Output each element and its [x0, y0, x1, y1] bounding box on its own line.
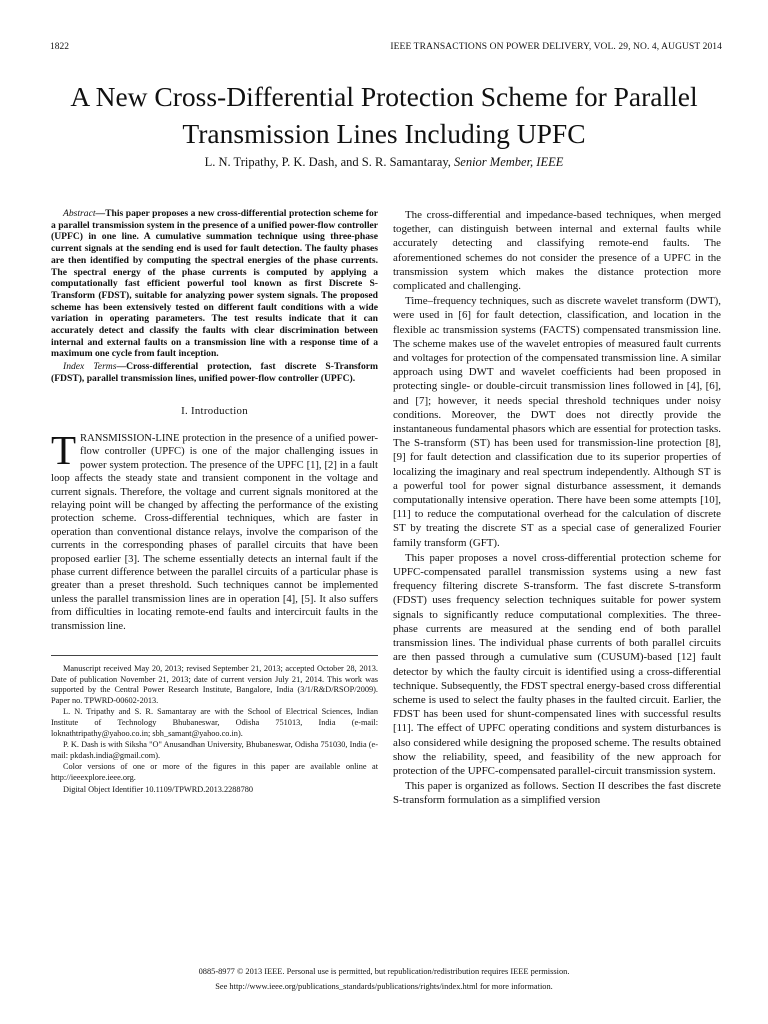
introduction-text: protection in the presence of a unified power-flow controller (UPFC) is one of the major challenging issues in power system protection. The presence of the UPFC [1], [2] in a fault loop affects the steady state and transient component in the voltage and current signals. Therefore, the voltage and current signals monitored at the relaying point will be changed by affecting the performance of the existing protection scheme. Cross-differential techniques, which are faster in operation than conventional distance relays, involve the comparison of the currents in the corresponding phases of parallel circuits that have been proposed earlier [3]. The scheme essentially detects an internal fault if the phase current difference between the parallel circuits of a particular phase is greater than a preset threshold. Such techniques cannot be implemented unless the parallel transmission lines are in operation [4], [5]. It also suffers from difficulties in locating remote-end faults and intercircuit faults in the transmission line.: [51, 432, 378, 632]
body-paragraph: Time–frequency techniques, such as discrete wavelet transform (DWT), were used in [6] for fault detection, classification, and location in the flexible ac transmission systems (FACTS) compensated transmission line. The scheme makes use of the wavelet entropies of measured fault currents and voltages for protection of the compensated transmission line. A similar approach using DWT and wavelet coefficients had been proposed in protecting single- or double-circuit transmission lines followed in [4], [6], and [7]; however, it needs special threshold techniques under noisy conditions. Moreover, the DWT does not directly provide the instantaneous fundamental phasors which are essential for protection tasks. The S-transform (ST) has been used for transmission-line protection [8], [9] for fault detection and classification due to its superior properties of localizing the imaginary and real spectrum independently. Although ST is a powerful tool for power signal disturbance assessment, it demands computationally intensive operation. There have been some attempts [10], [11] to reduce the computational overhead for the calculation of discrete ST by treating the discrete ST as a special case of generalized Fourier family transform (GFT).: [393, 295, 721, 549]
page-number: 1822: [50, 42, 69, 52]
copyright-line: 0885-8977 © 2013 IEEE. Personal use is permitted, but republication/redistribution requires IEEE permission.: [198, 967, 570, 976]
abstract: [51, 208, 378, 360]
footnote-manuscript: Manuscript received May 20, 2013; revised September 21, 2013; accepted October 28, 2013. Date of publication November 21, 2013; date of current version July 21, 2014. This work was supported by the Central Power Research Institute, Bangalore, India (3/1/R&D/RSOP/2009). Paper no. TPWRD-00602-2013.: [51, 664, 378, 705]
lead-caps: RANSMISSION-LINE: [80, 432, 180, 444]
introduction-paragraph: [51, 426, 378, 633]
index-terms-label: Index Terms: [63, 361, 117, 373]
index-terms: [51, 361, 378, 384]
paper-title: A New Cross-Differential Protection Scheme for Parallel Transmission Lines Including UPFC: [70, 81, 698, 149]
footnote-doi: Digital Object Identifier 10.1109/TPWRD.2013.2288780: [63, 784, 254, 794]
body-paragraph: The cross-differential and impedance-based techniques, when merged together, can distinguish between internal and external faults while accurately detecting and classifying remote-end faults. The aforementioned schemes do not consider the presence of a UPFC in the transmission system which makes the distance protection more complicated and challenging.: [393, 209, 721, 293]
permissions-line: See http://www.ieee.org/publications_standards/publications/rights/index.html for more information.: [215, 982, 553, 991]
footnote-affiliation-1: L. N. Tripathy and S. R. Samantaray are with the School of Electrical Sciences, Indian Institute of Technology Bhubaneswar, Odisha 751013, India (e-mail: loknathtripathy@yahoo.co.in; sbh_samant@yahoo.co.in).: [51, 707, 378, 738]
index-terms-text: —Cross-differential protection, fast discrete S-Transform (FDST), parallel transmission lines, unified power-flow controller (UPFC).: [51, 361, 379, 384]
journal-header: IEEE TRANSACTIONS ON POWER DELIVERY, VOL. 29, NO. 4, AUGUST 2014: [390, 42, 722, 52]
body-paragraph: This paper proposes a novel cross-differential protection scheme for UPFC-compensated parallel transmission systems using a new fast frequency filtering discrete S-transform. The fast discrete S-transform (FDST) uses frequency selection techniques suitable for power system signals to significantly reduce computational complexities. The three-phase currents are measured at the sending end of both parallel transmission lines. The individual phase currents of both parallel circuits are then passed through a cumulative sum (CUSUM)-based [12] fault detector by which the faulty circuit is identified using a cross-differential technique. Subsequently, the FDST spectral energy-based cross differential scheme is used to select the faulty phases in the faulted circuit. Earlier, the FDST has been used for shunt-compensated lines with successful results [11]. The effect of UPFC operating conditions and system disturbances is also considered while designing the proposed scheme. The results obtained show the reliability, speed, and feasibility of the new approach for protection of the UPFC-compensated parallel-circuit transmission system.: [393, 551, 721, 777]
body-paragraph: This paper is organized as follows. Section II describes the fast discrete S-transform formulation as a simplified version: [393, 780, 721, 807]
author-line: [40, 155, 728, 170]
footnote-color-versions: Color versions of one or more of the figures in this paper are available online at http://ieeexplore.ieee.org.: [51, 762, 378, 782]
abstract-label: Abstract: [63, 208, 96, 219]
footnote-rule: [51, 655, 378, 656]
section-heading-introduction: I. Introduction: [181, 404, 248, 417]
right-column: [393, 208, 721, 809]
abstract-text: —This paper proposes a new cross-differential protection scheme for a parallel transmission system in the presence of a unified power-flow controller (UPFC) in one line. A cumulative summation technique using three-phase current signals at the sending end is used for fault detection. The faulty phases are then identified by computing the spectral energies of the phase currents. The spectral energy of the phase currents is computed by applying a computationally fast efficient powerful tool known as first Discrete S-Transform (FDST), suitable for analyzing power system signals. The proposed scheme has been extensively tested on different fault conditions with a wide variation in operating parameters. The test results indicate that it can accurately detect and classify the faults with clear discrimination between internal and external faults on a transmission line with a response time of a maximum one cycle from fault inception.: [51, 208, 378, 360]
author-names: L. N. Tripathy, P. K. Dash, and S. R. Samantaray,: [204, 155, 451, 169]
footnote-affiliation-2: P. K. Dash is with Siksha "O" Anusandhan University, Bhubaneswar, Odisha 751030, India (e-mail: pkdash.india@gmail.com).: [51, 740, 378, 760]
left-column: [51, 208, 378, 796]
author-grade: Senior Member, IEEE: [454, 155, 564, 169]
drop-cap: T: [51, 426, 77, 473]
